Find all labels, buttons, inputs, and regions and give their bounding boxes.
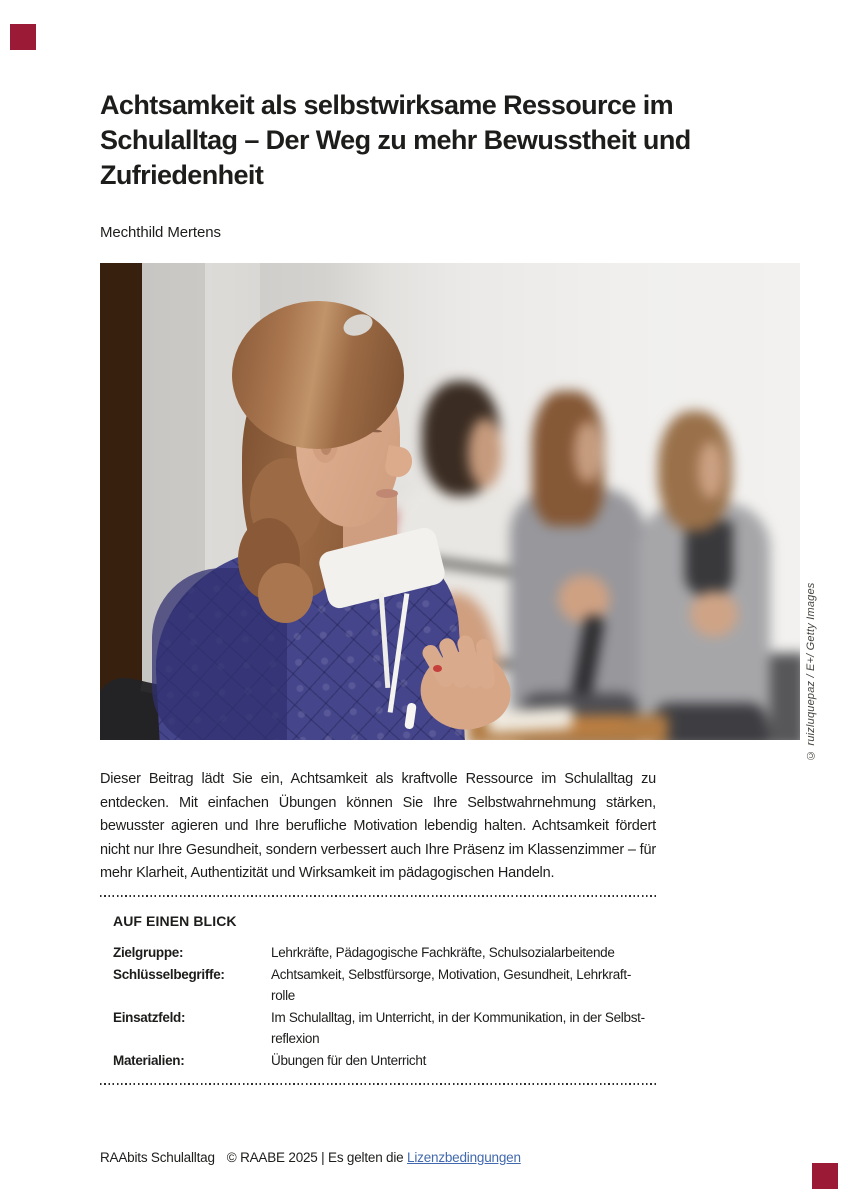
overview-row (113, 1007, 656, 1050)
intro-paragraph: Dieser Beitrag lädt Sie ein, Achtsamkeit als kraftvolle Ressource im Schulalltag zu entdecken. Mit einfachen Übungen können Sie Ihre Selbstwahrnehmung stärken, bewusster agieren und Ihre berufliche Motivation lebendig halten. Achtsamkeit fördert nicht nur Ihre Gesundheit, sondern verbessert auch Ihre Präsenz im Klassenzimmer – für mehr Klarheit, Authentizität und Wirksamkeit im pädagogischen Handeln. (100, 771, 656, 882)
fg-woman-hair-top (232, 301, 404, 449)
overview-row-label: Zielgruppe: (113, 945, 184, 960)
fg-woman-ponytail (258, 563, 313, 623)
fg-woman-red-nail (433, 665, 442, 672)
corner-mark-bottom-right (812, 1163, 838, 1189)
title-line: Zufriedenheit (100, 160, 264, 190)
overview-value-line: reflexion (271, 1031, 320, 1046)
title-line: Achtsamkeit als selbstwirksame Ressource im (100, 90, 673, 120)
overview-value-line: Achtsamkeit, Selbstfürsorge, Motivation, Gesundheit, Lehrkraft- (271, 966, 632, 982)
author-name: Mechthild Mertens (100, 224, 221, 241)
overview-value-line: Lehrkräfte, Pädagogische Fachkräfte, Schulsozialarbeitende (271, 945, 615, 960)
dotted-rule-top (100, 895, 656, 897)
overview-row-label: Einsatzfeld: (113, 1009, 186, 1025)
overview-value-line: rolle (271, 988, 296, 1003)
overview-box (100, 895, 656, 1085)
overview-row (113, 964, 656, 1007)
title-line: Schulalltag – Der Weg zu mehr Bewusstheit und (100, 125, 691, 155)
overview-row-label: Schlüsselbegriffe: (113, 966, 225, 982)
overview-table (113, 942, 656, 1071)
meditation-photo (100, 263, 800, 740)
overview-row-value (271, 1050, 656, 1072)
photo-foreground (100, 263, 800, 740)
corner-mark-top-left (10, 24, 36, 50)
overview-heading: AUF EINEN BLICK (113, 913, 237, 929)
page-title (100, 88, 800, 193)
footer-copyright: © RAABE 2025 | Es gelten die (226, 1150, 404, 1165)
license-link[interactable]: Lizenzbedingungen (407, 1150, 521, 1165)
fg-woman-lips (376, 489, 398, 498)
page-footer (100, 1150, 521, 1165)
footer-brand: RAAbits Schulalltag (100, 1150, 215, 1165)
overview-row-value (271, 942, 656, 964)
overview-row-label: Materialien: (113, 1052, 185, 1068)
overview-row-value (271, 1007, 656, 1050)
overview-value-line: Übungen für den Unterricht (271, 1052, 427, 1068)
overview-row (113, 942, 656, 964)
overview-value-line: Im Schulalltag, im Unterricht, in der Kommunikation, in der Selbst- (271, 1009, 645, 1025)
fg-woman-nose (384, 445, 415, 479)
dotted-rule-bottom (100, 1083, 656, 1085)
overview-row-value (271, 964, 656, 1007)
photo-credit: © ruizluquepaz / E+/ Getty Images (805, 582, 817, 761)
overview-row (113, 1050, 656, 1072)
